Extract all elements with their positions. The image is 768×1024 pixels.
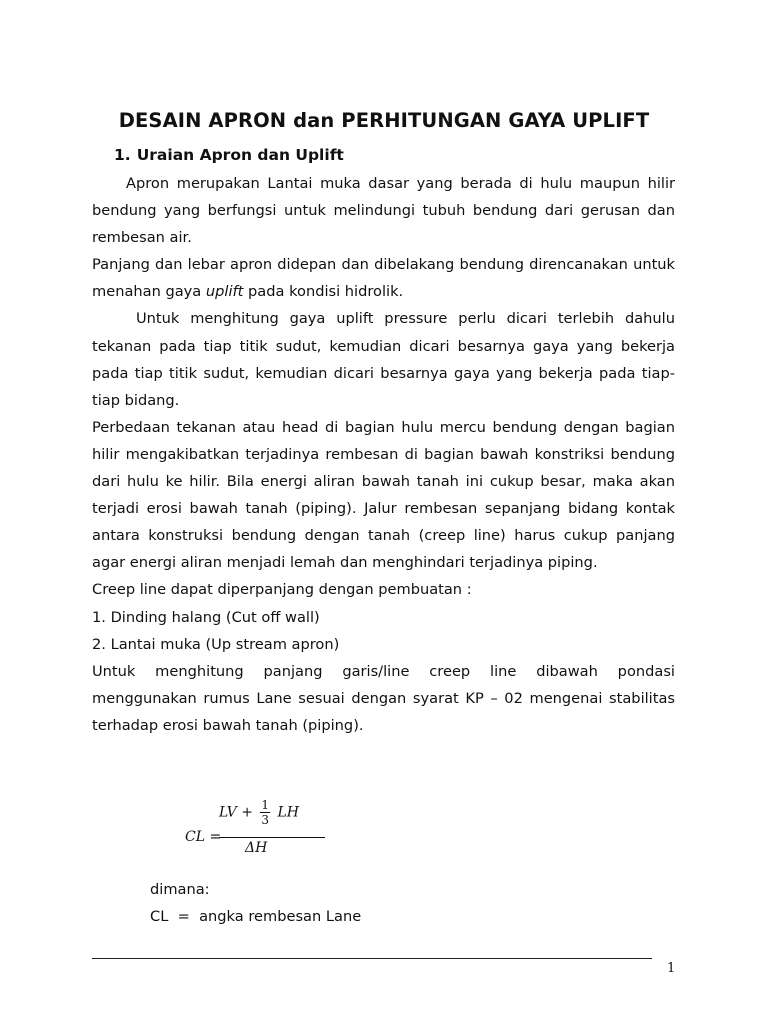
paragraph-pressure-difference: Perbedaan tekanan atau head di bagian hulu mercu bendung dengan bagian hilir mengakibatkan terjadinya rembesan di bagian bawah konstriksi bendung dari hulu ke hilir. Bila energi aliran bawah tanah ini cukup besar, maka akan terjadi erosi bawah tanah (piping). Jalur rembesan sepanjang bidang kontak antara konstruksi bendung dengan tanah (creep line) harus cukup panjang agar energi aliran menjadi lemah dan menghindari terjadinya piping. xyxy=(92,418,675,572)
fraction-top: 1 xyxy=(261,798,270,812)
p2-italic-uplift: uplift xyxy=(205,283,244,301)
formula-one-third-fraction xyxy=(260,798,270,827)
where-block xyxy=(150,876,361,930)
p2-text-before: Panjang dan lebar apron didepan dan dibelakang bendung direncanakan untuk menahan gaya xyxy=(92,256,675,301)
fraction-bottom: 3 xyxy=(261,813,270,827)
paragraph-creep-line-intro: Creep line dapat diperpanjang dengan pembuatan : xyxy=(92,581,472,599)
formula-fraction-bar xyxy=(219,837,325,838)
page-number: 1 xyxy=(667,961,676,976)
paragraph-apron-definition: Apron merupakan Lantai muka dasar yang berada di hulu maupun hilir bendung yang berfungsi untuk melindungi tubuh bendung dari gerusan dan rembesan air. xyxy=(92,175,675,247)
footer-divider xyxy=(92,958,652,959)
list-item-upstream-apron: 2. Lantai muka (Up stream apron) xyxy=(92,635,340,653)
document-title: DESAIN APRON dan PERHITUNGAN GAYA UPLIFT xyxy=(118,109,650,132)
body-text xyxy=(92,170,675,739)
section-number: 1. xyxy=(114,146,131,164)
p2-text-after: pada kondisi hidrolik. xyxy=(243,283,404,301)
paragraph-apron-dimensions xyxy=(92,251,675,305)
paragraph-lane-formula-intro: Untuk menghitung panjang garis/line creep line dibawah pondasi menggunakan rumus Lane sesuai dengan syarat KP – 02 mengenai stabilitas terhadap erosi bawah tanah (piping). xyxy=(92,662,675,734)
list-item-cut-off-wall: 1. Dinding halang (Cut off wall) xyxy=(92,608,320,626)
section-heading-text: Uraian Apron dan Uplift xyxy=(136,146,344,164)
formula-denominator: ΔH xyxy=(245,840,268,856)
formula-numerator xyxy=(219,798,299,827)
formula-lhs: CL = xyxy=(185,829,222,845)
formula-lv-term: LV + xyxy=(219,804,253,821)
section-heading xyxy=(114,146,344,164)
formula-lh-term: LH xyxy=(277,804,299,821)
where-label: dimana: xyxy=(150,881,210,898)
definition-cl: CL = angka rembesan Lane xyxy=(150,908,362,926)
paragraph-uplift-method: Untuk menghitung gaya uplift pressure perlu dicari terlebih dahulu tekanan pada tiap titik sudut, kemudian dicari besarnya gaya yang bekerja pada tiap titik sudut, kemudian dicari besarnya gaya yang bekerja pada tiap-tiap bidang. xyxy=(92,310,675,409)
